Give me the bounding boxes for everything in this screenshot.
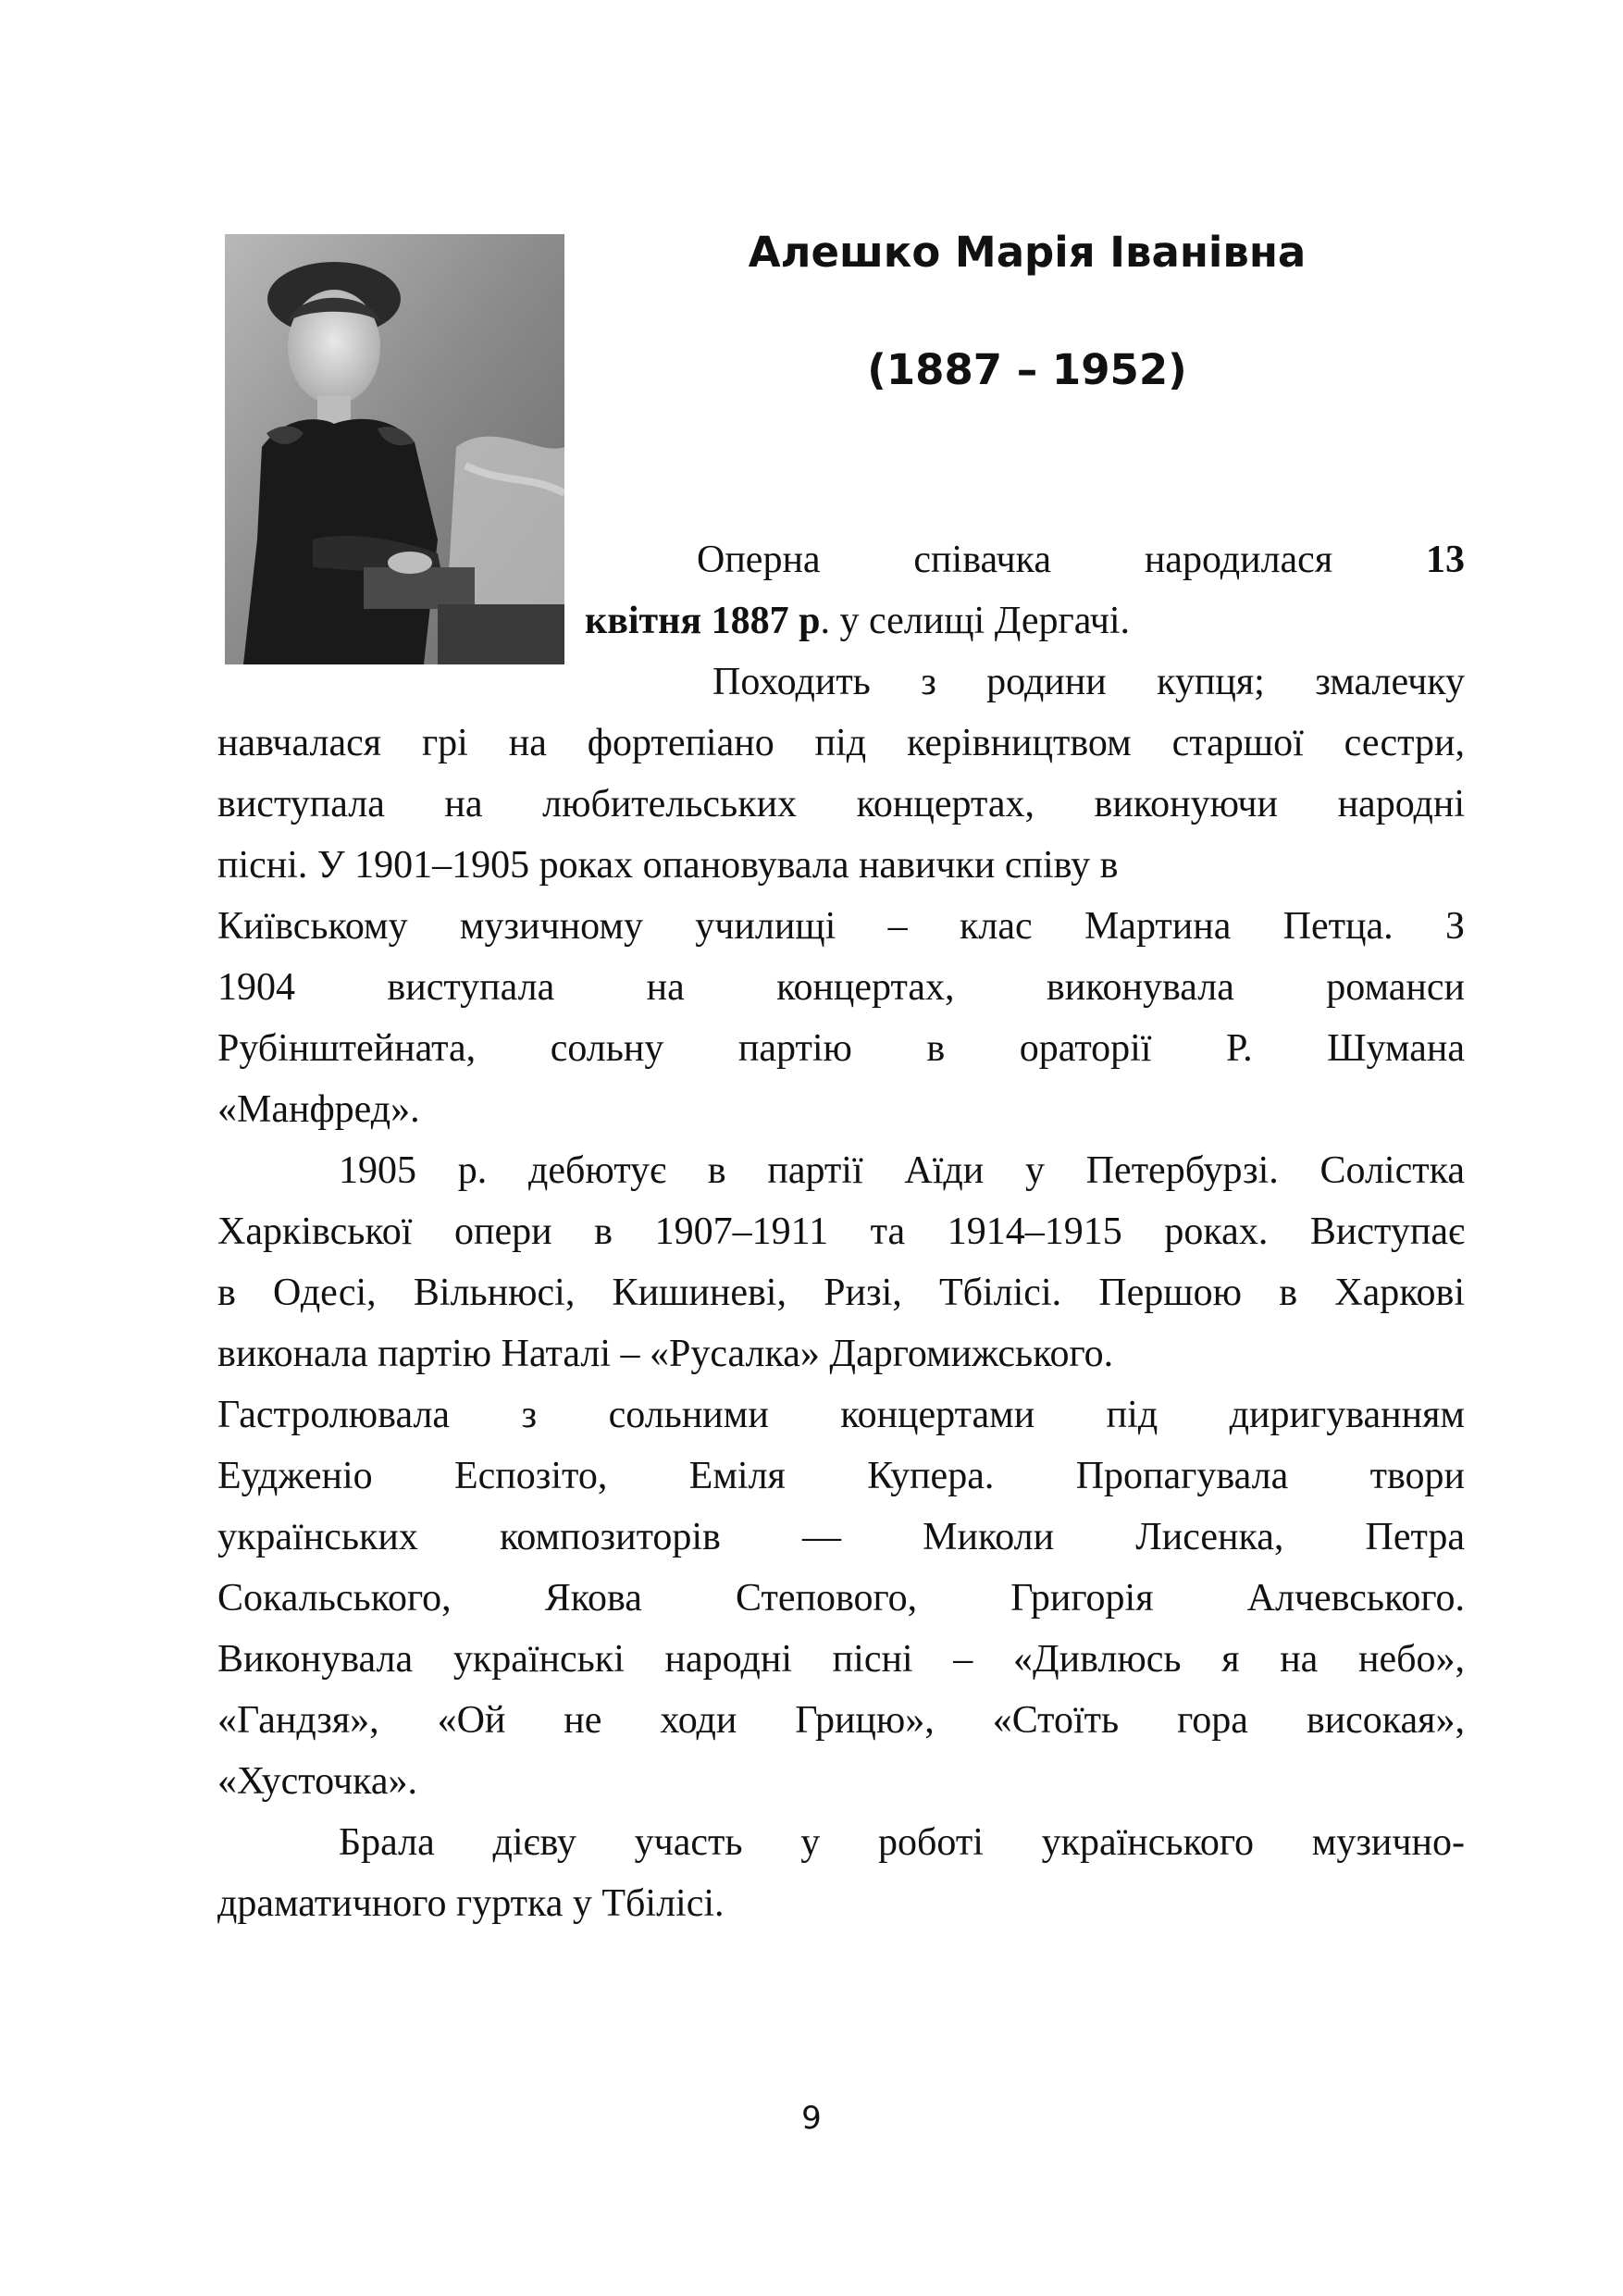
text-line: Сокальського, Якова Степового, Григорія Алчевського. [217, 1577, 1465, 1620]
life-years-heading: (1887 – 1952) [867, 345, 1187, 394]
intro-text: Оперна співачка народилася [697, 539, 1426, 581]
text-line: Брала дієву участь у роботі українського музично- [339, 1821, 1465, 1864]
text-line: навчалася грі на фортепіано під керівництвом старшої сестри, [217, 722, 1465, 764]
birth-day: 13 [1426, 539, 1465, 581]
portrait-image [225, 234, 564, 664]
birth-date: квітня 1887 р [585, 600, 821, 642]
text-line: Рубінштейната, сольну партію в ораторії Р. Шумана [217, 1027, 1465, 1070]
text-line: «Гандзя», «Ой не ходи Грицю», «Стоїть гора високая», [217, 1699, 1465, 1742]
text-line: українських композиторів — Миколи Лисенка, Петра [217, 1516, 1465, 1558]
text-line: «Хусточка». [217, 1760, 418, 1803]
intro-paragraph [585, 529, 1465, 652]
text-line: в Одесі, Вільнюсі, Кишиневі, Ризі, Тбілісі. Першою в Харкові [217, 1272, 1465, 1314]
text-line: драматичного гуртка у Тбілісі. [217, 1882, 725, 1925]
text-line: виконала партію Наталі – «Русалка» Даргомижського. [217, 1333, 1114, 1375]
text-line: Гастролювала з сольними концертами під диригуванням [217, 1394, 1465, 1436]
intro-line-1 [585, 529, 1465, 590]
text-line: Походить з родини купця; змалечку [712, 661, 1465, 703]
text-line: виступала на любительських концертах, виконуючи народні [217, 783, 1465, 825]
text-line: Еудженіо Еспозіто, Еміля Купера. Пропагувала твори [217, 1455, 1465, 1497]
text-line: 1904 виступала на концертах, виконувала романси [217, 966, 1465, 1009]
intro-line-2 [585, 590, 1465, 652]
person-name-heading: Алешко Марія Іванівна [748, 228, 1307, 277]
page-number: 9 [801, 2100, 822, 2137]
text-line: Харківської опери в 1907–1911 та 1914–1915 роках. Виступає [217, 1210, 1465, 1253]
text-line: Київському музичному училищі – клас Мартина Петца. З [217, 905, 1465, 948]
birthplace-text: . у селищі Дергачі. [820, 600, 1130, 642]
text-line: Виконувала українські народні пісні – «Дивлюсь я на небо», [217, 1638, 1465, 1681]
text-line: 1905 р. дебютує в партії Аїди у Петербурзі. Солістка [339, 1149, 1465, 1192]
portrait-photo [225, 234, 564, 664]
biography-text [217, 652, 1465, 1934]
text-line: пісні. У 1901–1905 роках опановувала навички співу в [217, 844, 1119, 887]
text-line: «Манфред». [217, 1088, 420, 1131]
